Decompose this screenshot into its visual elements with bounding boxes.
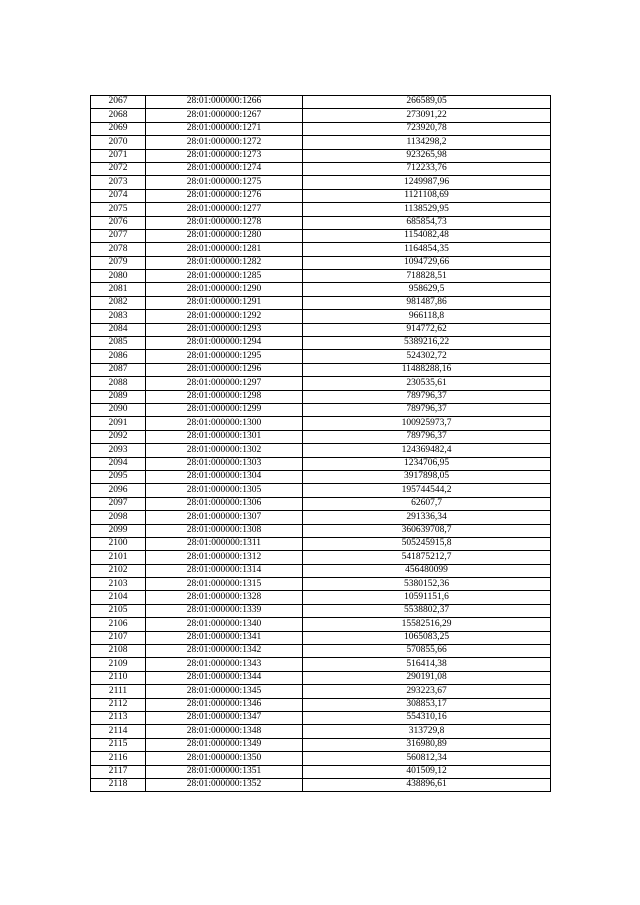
- value-cell: 524302,72: [303, 350, 551, 363]
- table-row: [91, 350, 551, 363]
- cadastral-number-cell: 28:01:000000:1297: [146, 377, 303, 390]
- table-row: [91, 189, 551, 202]
- row-number-cell: 2099: [91, 524, 146, 537]
- row-number-cell: 2108: [91, 645, 146, 658]
- row-number-cell: 2112: [91, 698, 146, 711]
- cadastral-number-cell: 28:01:000000:1304: [146, 470, 303, 483]
- value-cell: 981487,86: [303, 296, 551, 309]
- table-row: [91, 511, 551, 524]
- value-cell: 1094729,66: [303, 256, 551, 269]
- row-number-cell: 2100: [91, 537, 146, 550]
- table-row: [91, 658, 551, 671]
- row-number-cell: 2070: [91, 136, 146, 149]
- table-row: [91, 711, 551, 724]
- value-cell: 1249987,96: [303, 176, 551, 189]
- cadastral-number-cell: 28:01:000000:1276: [146, 189, 303, 202]
- row-number-cell: 2088: [91, 377, 146, 390]
- table-row: [91, 390, 551, 403]
- cadastral-number-cell: 28:01:000000:1348: [146, 725, 303, 738]
- table-row: [91, 738, 551, 751]
- table-row: [91, 765, 551, 778]
- row-number-cell: 2071: [91, 149, 146, 162]
- table-row: [91, 778, 551, 791]
- table-row: [91, 229, 551, 242]
- cadastral-number-cell: 28:01:000000:1346: [146, 698, 303, 711]
- table-row: [91, 444, 551, 457]
- value-cell: 10591151,6: [303, 591, 551, 604]
- cadastral-number-cell: 28:01:000000:1312: [146, 551, 303, 564]
- cadastral-number-cell: 28:01:000000:1278: [146, 216, 303, 229]
- table-row: [91, 578, 551, 591]
- row-number-cell: 2075: [91, 203, 146, 216]
- cadastral-number-cell: 28:01:000000:1267: [146, 109, 303, 122]
- value-cell: 712233,76: [303, 162, 551, 175]
- value-cell: 789796,37: [303, 403, 551, 416]
- row-number-cell: 2076: [91, 216, 146, 229]
- table-row: [91, 162, 551, 175]
- table-row: [91, 484, 551, 497]
- cadastral-number-cell: 28:01:000000:1282: [146, 256, 303, 269]
- value-cell: 293223,67: [303, 685, 551, 698]
- row-number-cell: 2096: [91, 484, 146, 497]
- value-cell: 685854,73: [303, 216, 551, 229]
- table-row: [91, 109, 551, 122]
- value-cell: 554310,16: [303, 711, 551, 724]
- row-number-cell: 2069: [91, 122, 146, 135]
- row-number-cell: 2093: [91, 444, 146, 457]
- row-number-cell: 2074: [91, 189, 146, 202]
- value-cell: 100925973,7: [303, 417, 551, 430]
- value-cell: 290191,08: [303, 671, 551, 684]
- cadastral-number-cell: 28:01:000000:1300: [146, 417, 303, 430]
- cadastral-number-cell: 28:01:000000:1280: [146, 229, 303, 242]
- table-row: [91, 457, 551, 470]
- value-cell: 541875212,7: [303, 551, 551, 564]
- row-number-cell: 2114: [91, 725, 146, 738]
- value-cell: 15582516,29: [303, 618, 551, 631]
- row-number-cell: 2111: [91, 685, 146, 698]
- cadastral-number-cell: 28:01:000000:1306: [146, 497, 303, 510]
- value-cell: 789796,37: [303, 430, 551, 443]
- value-cell: 5538802,37: [303, 604, 551, 617]
- table-row: [91, 618, 551, 631]
- row-number-cell: 2116: [91, 752, 146, 765]
- value-cell: 516414,38: [303, 658, 551, 671]
- row-number-cell: 2118: [91, 778, 146, 791]
- value-cell: 308853,17: [303, 698, 551, 711]
- value-cell: 914772,62: [303, 323, 551, 336]
- cadastral-number-cell: 28:01:000000:1277: [146, 203, 303, 216]
- cadastral-value-table: [90, 95, 551, 792]
- cadastral-number-cell: 28:01:000000:1315: [146, 578, 303, 591]
- value-cell: 360639708,7: [303, 524, 551, 537]
- table-row: [91, 685, 551, 698]
- table-row: [91, 551, 551, 564]
- cadastral-number-cell: 28:01:000000:1303: [146, 457, 303, 470]
- cadastral-number-cell: 28:01:000000:1339: [146, 604, 303, 617]
- value-cell: 3917898,05: [303, 470, 551, 483]
- row-number-cell: 2073: [91, 176, 146, 189]
- table-row: [91, 417, 551, 430]
- table-row: [91, 752, 551, 765]
- table-row: [91, 203, 551, 216]
- value-cell: 560812,34: [303, 752, 551, 765]
- table-row: [91, 337, 551, 350]
- cadastral-number-cell: 28:01:000000:1314: [146, 564, 303, 577]
- row-number-cell: 2089: [91, 390, 146, 403]
- row-number-cell: 2113: [91, 711, 146, 724]
- value-cell: 1121108,69: [303, 189, 551, 202]
- value-cell: 230535,61: [303, 377, 551, 390]
- row-number-cell: 2068: [91, 109, 146, 122]
- cadastral-number-cell: 28:01:000000:1347: [146, 711, 303, 724]
- row-number-cell: 2083: [91, 310, 146, 323]
- cadastral-number-cell: 28:01:000000:1351: [146, 765, 303, 778]
- table-row: [91, 403, 551, 416]
- table-row: [91, 564, 551, 577]
- table-row: [91, 136, 551, 149]
- table-row: [91, 698, 551, 711]
- value-cell: 273091,22: [303, 109, 551, 122]
- row-number-cell: 2081: [91, 283, 146, 296]
- cadastral-number-cell: 28:01:000000:1281: [146, 243, 303, 256]
- row-number-cell: 2086: [91, 350, 146, 363]
- cadastral-number-cell: 28:01:000000:1307: [146, 511, 303, 524]
- cadastral-number-cell: 28:01:000000:1349: [146, 738, 303, 751]
- value-cell: 438896,61: [303, 778, 551, 791]
- cadastral-number-cell: 28:01:000000:1274: [146, 162, 303, 175]
- cadastral-number-cell: 28:01:000000:1350: [146, 752, 303, 765]
- value-cell: 723920,78: [303, 122, 551, 135]
- cadastral-number-cell: 28:01:000000:1271: [146, 122, 303, 135]
- row-number-cell: 2107: [91, 631, 146, 644]
- row-number-cell: 2105: [91, 604, 146, 617]
- cadastral-number-cell: 28:01:000000:1298: [146, 390, 303, 403]
- row-number-cell: 2090: [91, 403, 146, 416]
- table-row: [91, 270, 551, 283]
- row-number-cell: 2067: [91, 96, 146, 109]
- table-row: [91, 377, 551, 390]
- cadastral-number-cell: 28:01:000000:1301: [146, 430, 303, 443]
- row-number-cell: 2115: [91, 738, 146, 751]
- value-cell: 789796,37: [303, 390, 551, 403]
- cadastral-number-cell: 28:01:000000:1352: [146, 778, 303, 791]
- table-row: [91, 283, 551, 296]
- table-row: [91, 537, 551, 550]
- value-cell: 266589,05: [303, 96, 551, 109]
- table-row: [91, 591, 551, 604]
- value-cell: 1164854,35: [303, 243, 551, 256]
- cadastral-number-cell: 28:01:000000:1275: [146, 176, 303, 189]
- value-cell: 195744544,2: [303, 484, 551, 497]
- table-row: [91, 256, 551, 269]
- cadastral-number-cell: 28:01:000000:1293: [146, 323, 303, 336]
- cadastral-number-cell: 28:01:000000:1294: [146, 337, 303, 350]
- table-row: [91, 671, 551, 684]
- table-row: [91, 149, 551, 162]
- table-row: [91, 725, 551, 738]
- cadastral-number-cell: 28:01:000000:1305: [146, 484, 303, 497]
- table-row: [91, 497, 551, 510]
- row-number-cell: 2117: [91, 765, 146, 778]
- cadastral-number-cell: 28:01:000000:1308: [146, 524, 303, 537]
- cadastral-number-cell: 28:01:000000:1345: [146, 685, 303, 698]
- value-cell: 923265,98: [303, 149, 551, 162]
- value-cell: 1134298,2: [303, 136, 551, 149]
- value-cell: 401509,12: [303, 765, 551, 778]
- row-number-cell: 2085: [91, 337, 146, 350]
- cadastral-number-cell: 28:01:000000:1311: [146, 537, 303, 550]
- row-number-cell: 2109: [91, 658, 146, 671]
- row-number-cell: 2078: [91, 243, 146, 256]
- row-number-cell: 2091: [91, 417, 146, 430]
- cadastral-number-cell: 28:01:000000:1328: [146, 591, 303, 604]
- table-row: [91, 216, 551, 229]
- row-number-cell: 2077: [91, 229, 146, 242]
- value-cell: 1138529,95: [303, 203, 551, 216]
- table-row: [91, 645, 551, 658]
- row-number-cell: 2092: [91, 430, 146, 443]
- cadastral-number-cell: 28:01:000000:1291: [146, 296, 303, 309]
- cadastral-number-cell: 28:01:000000:1299: [146, 403, 303, 416]
- table-row: [91, 243, 551, 256]
- table-row: [91, 631, 551, 644]
- table-row: [91, 310, 551, 323]
- row-number-cell: 2103: [91, 578, 146, 591]
- value-cell: 313729,8: [303, 725, 551, 738]
- row-number-cell: 2102: [91, 564, 146, 577]
- cadastral-number-cell: 28:01:000000:1285: [146, 270, 303, 283]
- table-body: [91, 96, 551, 792]
- value-cell: 316980,89: [303, 738, 551, 751]
- cadastral-number-cell: 28:01:000000:1272: [146, 136, 303, 149]
- cadastral-number-cell: 28:01:000000:1340: [146, 618, 303, 631]
- table-row: [91, 604, 551, 617]
- value-cell: 1234706,95: [303, 457, 551, 470]
- value-cell: 291336,34: [303, 511, 551, 524]
- row-number-cell: 2097: [91, 497, 146, 510]
- cadastral-number-cell: 28:01:000000:1295: [146, 350, 303, 363]
- row-number-cell: 2104: [91, 591, 146, 604]
- value-cell: 456480099: [303, 564, 551, 577]
- value-cell: 5380152,36: [303, 578, 551, 591]
- value-cell: 966118,8: [303, 310, 551, 323]
- value-cell: 1154082,48: [303, 229, 551, 242]
- value-cell: 124369482,4: [303, 444, 551, 457]
- table-row: [91, 176, 551, 189]
- cadastral-number-cell: 28:01:000000:1273: [146, 149, 303, 162]
- cadastral-number-cell: 28:01:000000:1266: [146, 96, 303, 109]
- row-number-cell: 2098: [91, 511, 146, 524]
- cadastral-number-cell: 28:01:000000:1292: [146, 310, 303, 323]
- table-row: [91, 363, 551, 376]
- cadastral-number-cell: 28:01:000000:1302: [146, 444, 303, 457]
- table-row: [91, 470, 551, 483]
- row-number-cell: 2079: [91, 256, 146, 269]
- row-number-cell: 2080: [91, 270, 146, 283]
- table-row: [91, 524, 551, 537]
- row-number-cell: 2101: [91, 551, 146, 564]
- row-number-cell: 2072: [91, 162, 146, 175]
- value-cell: 958629,5: [303, 283, 551, 296]
- table-row: [91, 96, 551, 109]
- cadastral-number-cell: 28:01:000000:1343: [146, 658, 303, 671]
- cadastral-number-cell: 28:01:000000:1341: [146, 631, 303, 644]
- row-number-cell: 2095: [91, 470, 146, 483]
- row-number-cell: 2087: [91, 363, 146, 376]
- row-number-cell: 2094: [91, 457, 146, 470]
- value-cell: 570855,66: [303, 645, 551, 658]
- value-cell: 62607,7: [303, 497, 551, 510]
- cadastral-number-cell: 28:01:000000:1344: [146, 671, 303, 684]
- row-number-cell: 2084: [91, 323, 146, 336]
- value-cell: 718828,51: [303, 270, 551, 283]
- value-cell: 505245915,8: [303, 537, 551, 550]
- cadastral-number-cell: 28:01:000000:1296: [146, 363, 303, 376]
- row-number-cell: 2106: [91, 618, 146, 631]
- row-number-cell: 2110: [91, 671, 146, 684]
- value-cell: 11488288,16: [303, 363, 551, 376]
- table-row: [91, 430, 551, 443]
- cadastral-number-cell: 28:01:000000:1290: [146, 283, 303, 296]
- value-cell: 1065083,25: [303, 631, 551, 644]
- table-row: [91, 296, 551, 309]
- table-row: [91, 323, 551, 336]
- value-cell: 5389216,22: [303, 337, 551, 350]
- table-row: [91, 122, 551, 135]
- cadastral-number-cell: 28:01:000000:1342: [146, 645, 303, 658]
- row-number-cell: 2082: [91, 296, 146, 309]
